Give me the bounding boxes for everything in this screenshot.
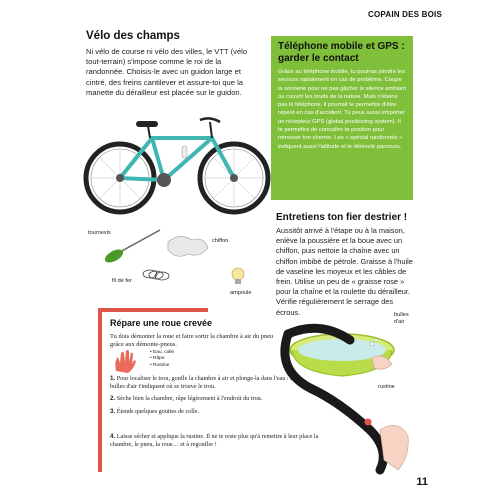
velo-section-text: Ni vélo de course ni vélo des villes, le VTT (vélo tout-terrain) s'impose comme le roi de la randonnée. Choisis-le avec un guidon large et cintré, des freins cantilever et assure-toi que la manette du dérailleur est placée sur le guidon.	[86, 47, 248, 97]
repair-title: Répare une roue crevée	[110, 318, 213, 328]
label-fil-de-fer: fil de fer	[112, 278, 132, 284]
material-item: • Eau, colle	[150, 350, 174, 356]
repair-divider-vertical	[98, 308, 102, 472]
step-number: 1.	[110, 375, 116, 382]
bike-illustration	[82, 108, 274, 220]
step-text: Laisse sécher et applique la rustine. Il ne te reste plus qu'à remettre à leur place la chambre, le pneu, la roue… et à regonfler !	[110, 433, 319, 449]
tools-illustration	[80, 222, 270, 302]
material-item: • Râpe	[150, 356, 174, 362]
label-bulles: bulles d'air	[394, 312, 409, 325]
maintenance-title: Entretiens ton fier destrier !	[276, 212, 408, 223]
materials-list	[150, 350, 174, 369]
repair-divider-horizontal	[98, 308, 208, 312]
label-ampoule: ampoule	[230, 290, 252, 296]
phone-gps-box	[271, 36, 413, 200]
step-text: Pour localiser le trou, gonfle la chambre à air et plonge-la dans l'eau : les bulles d'air t'indiquent où se trouve le trou.	[110, 375, 298, 391]
step-text: Sèche bien la chambre, râpe légèrement à l'endroit du trou.	[116, 395, 263, 403]
step-text: Étends quelques gouttes de colle.	[116, 407, 200, 415]
step-number: 4.	[110, 433, 116, 440]
material-item: • Rustine	[150, 363, 174, 369]
phone-gps-title: Téléphone mobile et GPS : garder le contact	[278, 41, 405, 64]
repair-intro: Tu dois démonter la roue et faire sortir la chambre à air du pneu grâce aux démonte-pneus.	[110, 333, 274, 349]
maintenance-text: Aussitôt arrivé à l'étape ou à la maison, enlève la poussière et la boue avec un chiffon, puis nettoie la chaîne avec un chiffon imbibé de pétrole. Graisse à l'huile de vaseline les moyeux et les câbles de frein. Utilise un peu de « graisse rose » pour la chaîne et la roulette du dérailleur. Vérifie régulièrement le serrage des écrous.	[276, 226, 413, 317]
inner-tube-illustration	[280, 310, 416, 478]
running-header: COPAIN DES BOIS	[368, 10, 442, 19]
velo-section-title: Vélo des champs	[86, 30, 180, 42]
hand-icon	[110, 349, 144, 375]
label-rustine: rustine	[378, 384, 395, 390]
phone-gps-text: Grâce au téléphone mobile, tu pourras joindre les secours rapidement en cas de problème. Coupe la sonnerie pour ne pas gâcher le silence ambiant ou couvrir les bruits de la nature. Mais n'éteins pas le téléphone, il pourrait te permettre d'être repéré en cas d'accident. Tu peux aussi emporter un récepteur GPS (global positioning system). Il te permettra de connaître ta position pour retrouver ton chemin. Les « spécial randonnée » indiquent aussi l'altitude et le dénivelé parcouru.	[278, 69, 406, 150]
tube-drawing	[280, 310, 416, 478]
page-number: 11	[416, 476, 428, 488]
label-tournevis: tournevis	[88, 230, 111, 236]
label-chiffon: chiffon	[212, 238, 229, 244]
step-number: 3.	[110, 407, 116, 415]
step-number: 2.	[110, 395, 116, 403]
